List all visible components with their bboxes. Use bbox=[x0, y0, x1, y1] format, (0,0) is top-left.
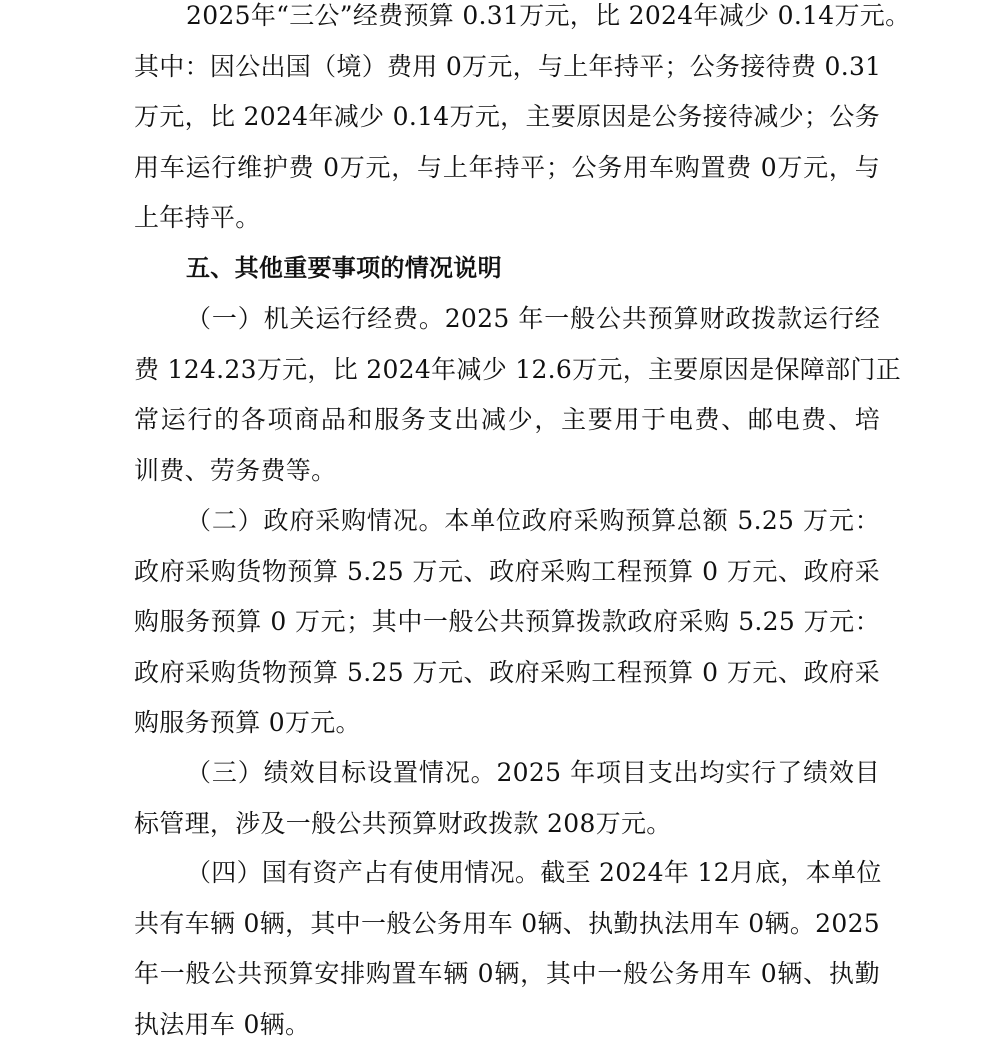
text-line: （一）机关运行经费。2025 年一般公共预算财政拨款运行经 bbox=[134, 294, 880, 345]
section-heading bbox=[134, 243, 880, 294]
paragraph-three-public-expenses bbox=[134, 0, 880, 244]
text-line: （二）政府采购情况。本单位政府采购预算总额 5.25 万元： bbox=[134, 496, 880, 547]
text-line: 2025年“三公”经费预算 0.31万元，比 2024年减少 0.14万元。 bbox=[134, 0, 880, 42]
section-five-heading: 五、其他重要事项的情况说明 bbox=[134, 243, 880, 294]
text-line: 常运行的各项商品和服务支出减少，主要用于电费、邮电费、培 bbox=[134, 395, 880, 446]
text-line: 费 124.23万元，比 2024年减少 12.6万元，主要原因是保障部门正 bbox=[134, 345, 880, 396]
text-line: 训费、劳务费等。 bbox=[134, 446, 880, 497]
text-line: 标管理，涉及一般公共预算财政拨款 208万元。 bbox=[134, 799, 880, 850]
text-line: 万元，比 2024年减少 0.14万元，主要原因是公务接待减少；公务 bbox=[134, 92, 880, 143]
text-line: 执法用车 0辆。 bbox=[134, 1000, 880, 1050]
paragraph-state-assets bbox=[134, 848, 880, 1050]
text-line: 政府采购货物预算 5.25 万元、政府采购工程预算 0 万元、政府采 bbox=[134, 648, 880, 699]
text-line: 上年持平。 bbox=[134, 193, 880, 244]
paragraph-performance-targets bbox=[134, 748, 880, 849]
paragraph-government-procurement bbox=[134, 496, 880, 749]
text-line: 购服务预算 0万元。 bbox=[134, 698, 880, 749]
text-line: 政府采购货物预算 5.25 万元、政府采购工程预算 0 万元、政府采 bbox=[134, 547, 880, 598]
text-line: （四）国有资产占有使用情况。截至 2024年 12月底，本单位 bbox=[134, 848, 880, 899]
paragraph-agency-operating-expenses bbox=[134, 294, 880, 496]
text-line: 共有车辆 0辆，其中一般公务用车 0辆、执勤执法用车 0辆。2025 bbox=[134, 899, 880, 950]
text-line: 其中：因公出国（境）费用 0万元，与上年持平；公务接待费 0.31 bbox=[134, 42, 880, 93]
text-line: 用车运行维护费 0万元，与上年持平；公务用车购置费 0万元，与 bbox=[134, 143, 880, 194]
text-line: 年一般公共预算安排购置车辆 0辆，其中一般公务用车 0辆、执勤 bbox=[134, 949, 880, 1000]
text-line: 购服务预算 0 万元；其中一般公共预算拨款政府采购 5.25 万元： bbox=[134, 597, 880, 648]
text-line: （三）绩效目标设置情况。2025 年项目支出均实行了绩效目 bbox=[134, 748, 880, 799]
